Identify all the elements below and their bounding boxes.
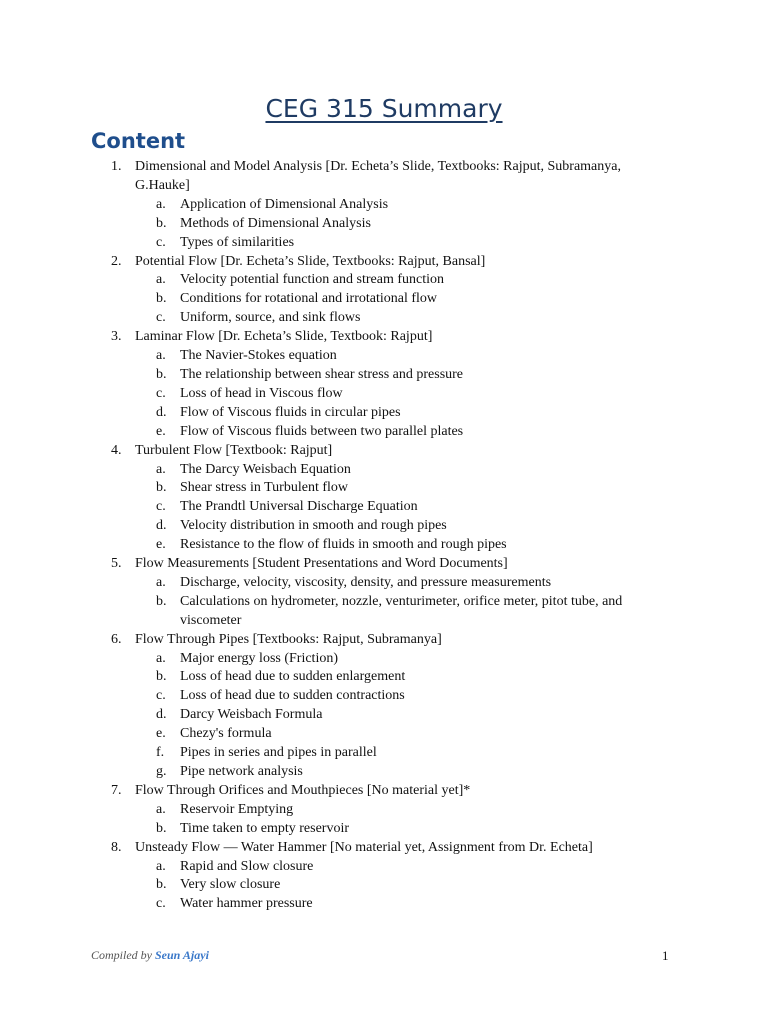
sub-list-item (156, 461, 651, 480)
sub-list-item-text: Application of Dimensional Analysis (180, 196, 389, 212)
sub-list-item-letter: a. (156, 348, 166, 364)
sub-list-item-text: Water hammer pressure (180, 896, 313, 912)
sub-list-item-text: Velocity potential function and stream function (180, 272, 444, 288)
sub-list-item (156, 820, 651, 839)
sub-list-item-letter: a. (156, 650, 166, 666)
sub-list-item-text: Types of similarities (180, 234, 295, 250)
sub-list-item-letter: c. (156, 499, 166, 515)
sub-list-item (156, 196, 651, 215)
sub-list-item-text: The Prandtl Universal Discharge Equation (180, 499, 418, 515)
sub-list-item-text: Uniform, source, and sink flows (180, 310, 361, 326)
sub-list-item-text: Loss of head due to sudden contractions (180, 688, 405, 704)
footer-compiled-by: Compiled by (91, 948, 152, 962)
sub-list-item (156, 290, 651, 309)
sub-list-item-letter: e. (156, 537, 166, 553)
sub-list-item (156, 858, 651, 877)
sub-list-item-text: Velocity distribution in smooth and rough pipes (180, 518, 447, 534)
sub-list-item-letter: a. (156, 858, 166, 874)
sub-list-item-letter: e. (156, 423, 166, 439)
sub-list-item-text: Pipe network analysis (180, 764, 303, 779)
list-item (111, 253, 651, 272)
sub-list-item (156, 347, 651, 366)
sub-list-item (156, 234, 651, 253)
sub-list-item-letter: d. (156, 707, 167, 723)
sub-list-item-text: Calculations on hydrometer, nozzle, venturimeter, orifice meter, pitot tube, and viscometer (180, 593, 623, 628)
sub-list-item (156, 801, 651, 820)
list-item-text: Flow Through Pipes [Textbooks: Rajput, Subramanya] (135, 631, 442, 647)
list-item-text: Laminar Flow [Dr. Echeta’s Slide, Textbook: Rajput] (135, 329, 433, 345)
sub-list-item-letter: c. (156, 234, 166, 250)
sub-list-item-letter: b. (156, 366, 167, 382)
sub-list-item (156, 215, 651, 234)
sub-list-item-letter: a. (156, 574, 166, 590)
sub-list-item-text: Time taken to empty reservoir (180, 820, 350, 836)
sub-list-item-text: The relationship between shear stress and pressure (180, 366, 464, 382)
sub-list-item-text: Very slow closure (180, 877, 281, 893)
footer-credit (91, 948, 209, 963)
sub-list-item-text: Reservoir Emptying (180, 801, 294, 817)
list-item-text: Dimensional and Model Analysis [Dr. Echeta’s Slide, Textbooks: Rajput, Subramanya, G.Hauke] (135, 159, 621, 193)
sub-list-item (156, 687, 651, 706)
sub-list-item (156, 725, 651, 744)
sub-list-item-text: Conditions for rotational and irrotational flow (180, 291, 438, 307)
sub-list-item-text: The Darcy Weisbach Equation (180, 461, 351, 477)
sub-list-item-text: Loss of head due to sudden enlargement (180, 669, 406, 685)
sub-list-item-text: Loss of head in Viscous flow (180, 385, 343, 401)
sub-list-item-letter: c. (156, 385, 166, 401)
list-item (111, 782, 651, 801)
sub-list-item-letter: a. (156, 461, 166, 477)
sub-list-item-letter: b. (156, 593, 167, 609)
sub-list-item (156, 650, 651, 669)
sub-list-item-letter: b. (156, 669, 167, 685)
sub-list-item-text: The Navier-Stokes equation (180, 348, 337, 364)
sub-list-item-letter: b. (156, 820, 167, 836)
table-of-contents (111, 158, 651, 914)
sub-list-item-text: Discharge, velocity, viscosity, density, and pressure measurements (180, 574, 552, 590)
sub-list-item-text: Chezy's formula (180, 726, 272, 742)
sub-list-item (156, 668, 651, 687)
sub-list-item-text: Resistance to the flow of fluids in smooth and rough pipes (180, 537, 507, 553)
sub-list-item-letter: b. (156, 291, 167, 307)
sub-list-item-letter: d. (156, 404, 167, 420)
sub-list-item (156, 309, 651, 328)
section-heading: Content (91, 129, 186, 153)
list-item (111, 158, 651, 196)
list-item-number: 3. (111, 329, 122, 345)
list-item-text: Potential Flow [Dr. Echeta’s Slide, Textbooks: Rajput, Bansal] (135, 253, 486, 269)
list-item-text: Flow Measurements [Student Presentations and Word Documents] (135, 556, 508, 572)
list-item-number: 6. (111, 631, 122, 647)
sub-list-item (156, 536, 651, 555)
sub-list-item (156, 479, 651, 498)
list-item-number: 5. (111, 556, 122, 572)
list-item (111, 442, 651, 461)
sub-list-item-text: Pipes in series and pipes in parallel (180, 745, 377, 761)
list-item-number: 2. (111, 253, 122, 269)
sub-list-item-letter: b. (156, 877, 167, 893)
list-item (111, 631, 651, 650)
sub-list-item-letter: c. (156, 310, 166, 326)
list-item-text: Unsteady Flow — Water Hammer [No material yet, Assignment from Dr. Echeta] (135, 839, 593, 855)
sub-list-item-letter: a. (156, 272, 166, 288)
list-item-text: Flow Through Orifices and Mouthpieces [No material yet]* (135, 782, 471, 798)
sub-list-item-text: Darcy Weisbach Formula (180, 707, 323, 723)
sub-list-item-text: Major energy loss (Friction) (180, 650, 338, 666)
sub-list-item-letter: g. (156, 764, 167, 779)
list-item (111, 555, 651, 574)
sub-list-item (156, 517, 651, 536)
page-number: 1 (662, 948, 669, 963)
list-item (111, 328, 651, 347)
list-item-number: 1. (111, 159, 122, 174)
sub-list-item-letter: c. (156, 896, 166, 912)
sub-list-item (156, 593, 651, 631)
sub-list-item-letter: a. (156, 801, 166, 817)
list-item-text: Turbulent Flow [Textbook: Rajput] (135, 442, 333, 458)
sub-list-item (156, 404, 651, 423)
sub-list-item (156, 498, 651, 517)
sub-list-item (156, 574, 651, 593)
sub-list-item-text: Flow of Viscous fluids in circular pipes (180, 404, 401, 420)
sub-list-item-text: Rapid and Slow closure (180, 858, 314, 874)
sub-list-item-letter: e. (156, 726, 166, 742)
sub-list-item-text: Flow of Viscous fluids between two parallel plates (180, 423, 464, 439)
page-title: CEG 315 Summary (265, 94, 503, 123)
list-item-number: 8. (111, 839, 122, 855)
sub-list-item-text: Shear stress in Turbulent flow (180, 480, 348, 496)
footer-author: Seun Ajayi (155, 948, 209, 962)
sub-list-item (156, 763, 651, 782)
sub-list-item (156, 895, 651, 914)
sub-list-item-letter: d. (156, 518, 167, 534)
sub-list-item (156, 876, 651, 895)
sub-list-item (156, 706, 651, 725)
sub-list-item (156, 423, 651, 442)
list-item-number: 4. (111, 442, 122, 458)
sub-list-item (156, 366, 651, 385)
sub-list-item (156, 744, 651, 763)
sub-list-item (156, 385, 651, 404)
list-item-number: 7. (111, 782, 122, 798)
list-item (111, 839, 651, 858)
sub-list-item-letter: c. (156, 688, 166, 704)
sub-list-item-letter: a. (156, 196, 166, 212)
sub-list-item-letter: b. (156, 215, 167, 231)
sub-list-item-letter: b. (156, 480, 167, 496)
sub-list-item (156, 271, 651, 290)
sub-list-item-letter: f. (156, 745, 165, 761)
sub-list-item-text: Methods of Dimensional Analysis (180, 215, 371, 231)
